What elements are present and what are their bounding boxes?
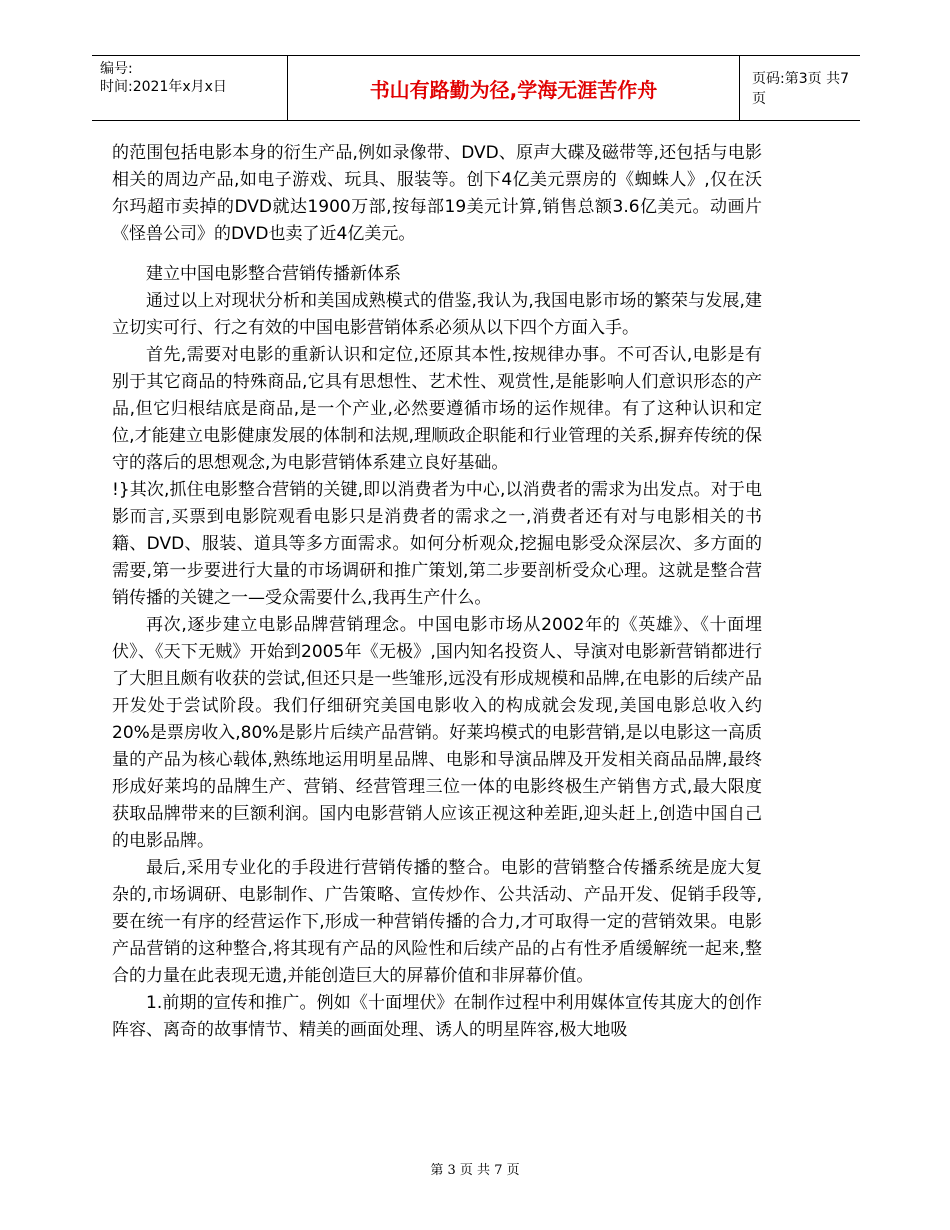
body-paragraph: 再次,逐步建立电影品牌营销理念。中国电影市场从2002年的《英雄》、《十面埋伏》、《天下无贼》开始到2005年《无极》,国内知名投资人、导演对电影新营销都进行了大胆且颇有收获的尝试,但还只是一些雏形,远没有形成规模和品牌,在电影的后续产品开发处于尝试阶段。我们仔细研究美国电影收入的构成就会发现,美国电影总收入约20%是票房收入,80%是影片后续产品营销。好莱坞模式的电影营销,是以电影这一高质量的产品为核心载体,熟练地运用明星品牌、电影和导演品牌及开发相关商品品牌,最终形成好莱坞的品牌生产、营销、经营管理三位一体的电影终极生产销售方式,最大限度获取品牌带来的巨额利润。国内电影营销人应该正视这种差距,迎头赶上,创造中国自己的电影品牌。 [112,615,762,851]
header-page-info: 页码:第3页 共7页 [752,71,849,107]
page-header [92,55,860,121]
document-time-label: 时间:2021年x月x日 [100,79,227,95]
header-motto: 书山有路勤为径,学海无涯苦作舟 [288,56,740,120]
document-body [112,140,762,1044]
body-paragraph: 通过以上对现状分析和美国成熟模式的借鉴,我认为,我国电影市场的繁荣与发展,建立切实可行、行之有效的中国电影营销体系必须从以下四个方面入手。 [112,291,762,338]
section-heading: 建立中国电影整合营销传播新体系 [146,264,401,284]
body-paragraph: 首先,需要对电影的重新认识和定位,还原其本性,按规律办事。不可否认,电影是有别于其它商品的特殊商品,它具有思想性、艺术性、观赏性,是能影响人们意识形态的产品,但它归根结底是商品,是一个产业,必然要遵循市场的运作规律。有了这种认识和定位,才能建立电影健康发展的体制和法规,理顺政企职能和行业管理的关系,摒弃传统的保守的落后的思想观念,为电影营销体系建立良好基础。 [112,345,762,473]
header-meta-cell [92,56,288,120]
body-paragraph: 1.前期的宣传和推广。例如《十面埋伏》在制作过程中利用媒体宣传其庞大的创作阵容、离奇的故事情节、精美的画面处理、诱人的明星阵容,极大地吸 [112,993,762,1040]
page-footer: 第 3 页 共 7 页 [430,1163,520,1178]
body-paragraph: 的范围包括电影本身的衍生产品,例如录像带、DVD、原声大碟及磁带等,还包括与电影相关的周边产品,如电子游戏、玩具、服装等。创下4亿美元票房的《蜘蛛人》,仅在沃尔玛超市卖掉的DVD就达1900万部,按每部19美元计算,销售总额3.6亿美元。动画片《怪兽公司》的DVD也卖了近4亿美元。 [112,143,762,244]
body-paragraph: !}其次,抓住电影整合营销的关键,即以消费者为中心,以消费者的需求为出发点。对于电影而言,买票到电影院观看电影只是消费者的需求之一,消费者还有对与电影相关的书籍、DVD、服装、道具等多方面需求。如何分析观众,挖掘电影受众深层次、多方面的需要,第一步要进行大量的市场调研和推广策划,第二步要剖析受众心理。这就是整合营销传播的关键之一—受众需要什么,我再生产什么。 [112,480,762,608]
body-paragraph: 最后,采用专业化的手段进行营销传播的整合。电影的营销整合传播系统是庞大复杂的,市场调研、电影制作、广告策略、宣传炒作、公共活动、产品开发、促销手段等,要在统一有序的经营运作下,形成一种营销传播的合力,才可取得一定的营销效果。电影产品营销的这种整合,将其现有产品的风险性和后续产品的占有性矛盾缓解统一起来,整合的力量在此表现无遗,并能创造巨大的屏幕价值和非屏幕价值。 [112,858,762,986]
document-number-label: 编号: [100,61,133,77]
